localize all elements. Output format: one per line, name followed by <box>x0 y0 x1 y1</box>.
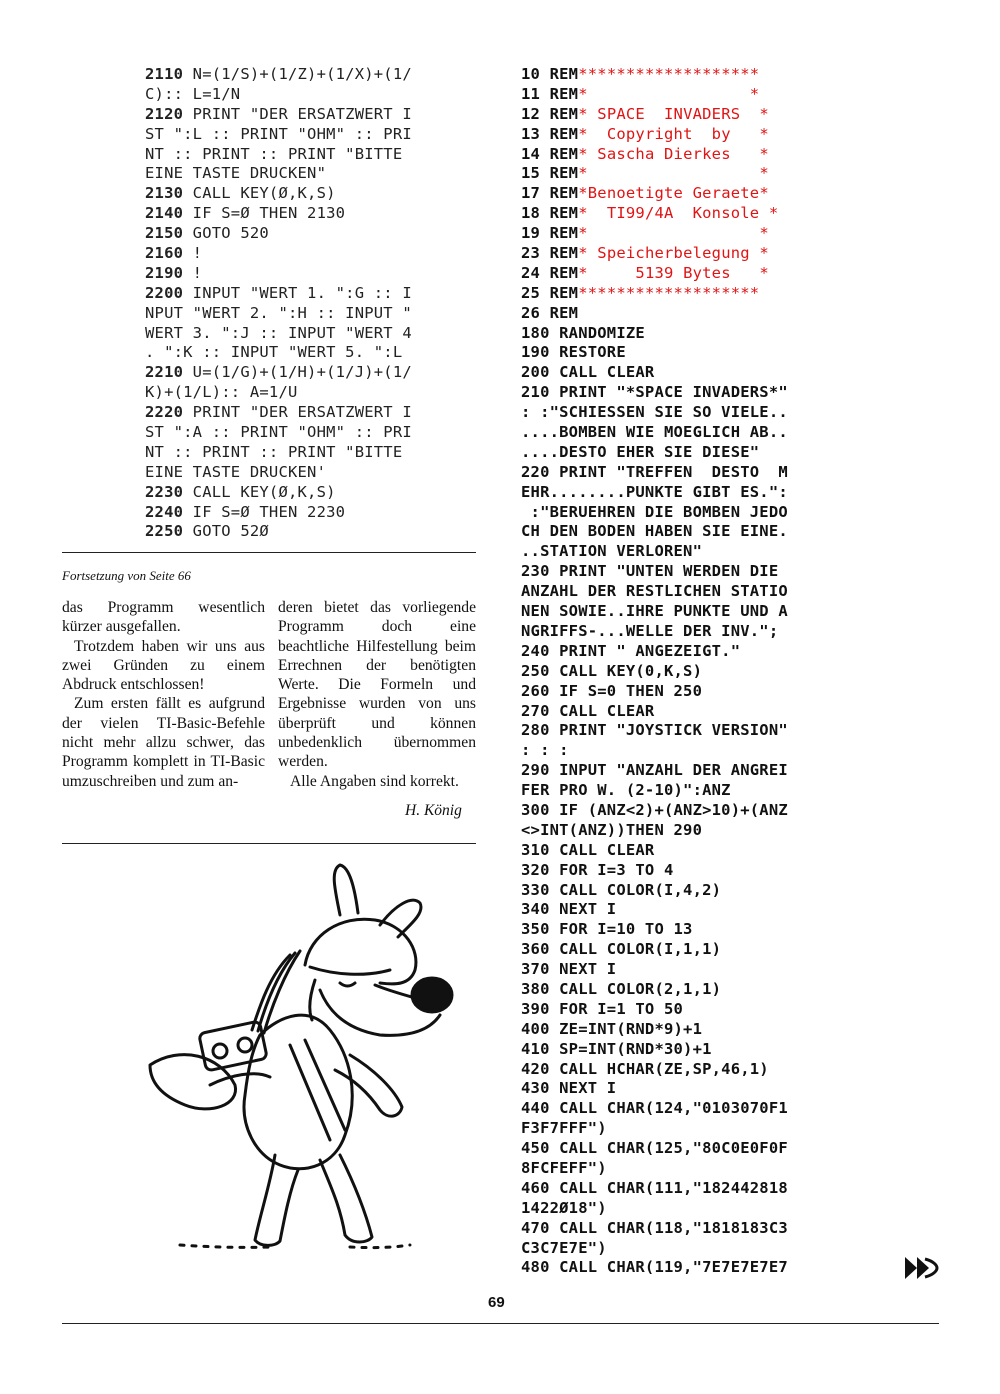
rem-keyword: REM <box>540 144 579 163</box>
rem-keyword: REM <box>540 204 579 223</box>
code-line <box>145 522 485 542</box>
line-number: 2160 <box>145 244 184 263</box>
line-number: 10 <box>521 65 541 83</box>
code-text: CALL CHAR(125,"80C0E0F0F <box>549 1139 788 1158</box>
code-line <box>521 1040 866 1060</box>
code-text: NEN SOWIE..IHRE PUNKTE UND A <box>521 602 788 621</box>
code-text: NT :: PRINT :: PRINT "BITTE <box>145 144 403 163</box>
code-text: <>INT(ANZ))THEN 290 <box>521 820 703 839</box>
rem-comment-text: * Sascha Dierkes * <box>578 144 769 163</box>
code-line <box>521 1099 866 1119</box>
code-text: F3F7FFF") <box>521 1119 607 1138</box>
line-number: 14 <box>521 144 541 163</box>
code-line <box>521 423 866 443</box>
code-text: K)+(1/L):: A=1/U <box>145 383 298 402</box>
code-line <box>521 801 866 821</box>
code-text: SP=INT(RND*30)+1 <box>549 1039 712 1058</box>
code-text: CALL CLEAR <box>549 701 655 720</box>
code-line <box>521 483 866 503</box>
code-text: NPUT "WERT 2. ":H :: INPUT " <box>145 303 412 322</box>
code-line <box>521 403 866 423</box>
line-number: 470 <box>521 1218 550 1237</box>
code-text: IF S=0 THEN 250 <box>549 681 703 700</box>
code-text: ! <box>183 244 203 263</box>
code-text: ..STATION VERLOREN" <box>521 542 703 561</box>
code-text: 8FCFEFF") <box>521 1158 607 1177</box>
line-number: 2140 <box>145 204 184 223</box>
code-line <box>145 304 485 324</box>
line-number: 360 <box>521 940 550 959</box>
line-number: 18 <box>521 204 541 223</box>
code-line <box>521 65 866 85</box>
rem-comment-text: ******************* <box>578 283 760 302</box>
line-number: 2130 <box>145 184 184 203</box>
line-number: 310 <box>521 840 550 859</box>
code-line <box>521 1000 866 1020</box>
line-number: 26 <box>521 303 541 322</box>
code-text: GOTO 52Ø <box>183 522 269 541</box>
code-text: PRINT "DER ERSATZWERT I <box>183 104 412 123</box>
code-line <box>145 343 485 363</box>
line-number: 2230 <box>145 482 184 501</box>
line-number: 15 <box>521 164 541 183</box>
code-text: 1422Ø18") <box>521 1198 607 1217</box>
line-number: 380 <box>521 979 550 998</box>
code-text: PRINT "*SPACE INVADERS*" <box>549 383 788 402</box>
code-text: ....DESTO EHER SIE DIESE" <box>521 442 760 461</box>
code-line <box>145 423 485 443</box>
code-line <box>521 244 866 264</box>
code-line <box>521 224 866 244</box>
article-column-1 <box>62 598 265 791</box>
code-text: CALL CLEAR <box>549 840 655 859</box>
code-text: EHR........PUNKTE GIBT ES.": <box>521 482 788 501</box>
code-text: IF (ANZ<2)+(ANZ>10)+(ANZ <box>549 800 788 819</box>
line-number: 13 <box>521 124 541 143</box>
line-number: 230 <box>521 562 550 581</box>
code-line <box>145 463 485 483</box>
code-line <box>521 602 866 622</box>
line-number: 250 <box>521 661 550 680</box>
line-number: 350 <box>521 920 550 939</box>
code-line <box>145 244 485 264</box>
code-line <box>521 881 866 901</box>
line-number: 290 <box>521 761 550 780</box>
line-number: 19 <box>521 224 541 243</box>
right-code-listing <box>521 65 866 1278</box>
code-line <box>521 443 866 463</box>
code-text: RANDOMIZE <box>549 323 645 342</box>
code-text: FOR I=3 TO 4 <box>549 860 674 879</box>
line-number: 2190 <box>145 263 184 282</box>
code-line <box>521 861 866 881</box>
rem-keyword: REM <box>540 124 579 143</box>
line-number: 2150 <box>145 224 184 243</box>
code-line <box>521 145 866 165</box>
code-text: FOR I=1 TO 50 <box>549 999 684 1018</box>
code-text: : :"SCHIESSEN SIE SO VIELE.. <box>521 403 788 422</box>
code-line <box>521 1159 866 1179</box>
code-text: EINE TASTE DRUCKEN' <box>145 462 327 481</box>
code-line <box>145 224 485 244</box>
line-number: 480 <box>521 1258 550 1277</box>
left-code-listing <box>145 65 485 542</box>
code-line <box>521 1199 866 1219</box>
code-text: FOR I=10 TO 13 <box>549 920 693 939</box>
divider-top <box>62 552 476 553</box>
code-line <box>521 1179 866 1199</box>
line-number: 180 <box>521 323 550 342</box>
code-text: PRINT "DER ERSATZWERT I <box>183 403 412 422</box>
article-paragraph: das Programm wesentlich kürzer ausgefallen. <box>62 599 265 636</box>
code-text: CALL CHAR(124,"0103070F1 <box>549 1099 788 1118</box>
code-line <box>521 761 866 781</box>
rem-keyword: REM <box>540 244 579 263</box>
line-number: 280 <box>521 721 550 740</box>
code-text: GOTO 520 <box>183 224 269 243</box>
code-line <box>145 264 485 284</box>
rem-comment-text: * Copyright by * <box>578 124 769 143</box>
code-text: CALL KEY(0,K,S) <box>549 661 703 680</box>
line-number: 270 <box>521 701 550 720</box>
code-text: CALL CLEAR <box>549 363 655 382</box>
rem-comment-text: ******************* <box>578 65 760 83</box>
code-line <box>521 1258 866 1278</box>
line-number: 320 <box>521 860 550 879</box>
code-text: CALL KEY(Ø,K,S) <box>183 482 336 501</box>
line-number: 460 <box>521 1178 550 1197</box>
code-line <box>521 900 866 920</box>
code-line <box>145 443 485 463</box>
line-number: 340 <box>521 900 550 919</box>
code-line <box>521 582 866 602</box>
rem-keyword: REM <box>540 224 579 243</box>
line-number: 200 <box>521 363 550 382</box>
code-line <box>521 343 866 363</box>
code-line <box>521 304 866 324</box>
code-line <box>521 503 866 523</box>
code-text: ZE=INT(RND*9)+1 <box>549 1019 703 1038</box>
code-text: PRINT "UNTEN WERDEN DIE <box>549 562 779 581</box>
author-signature: H. König <box>405 802 462 819</box>
line-number: 300 <box>521 800 550 819</box>
code-line <box>145 145 485 165</box>
code-text: IF S=Ø THEN 2230 <box>183 502 346 521</box>
code-text: ....BOMBEN WIE MOEGLICH AB.. <box>521 423 788 442</box>
rem-keyword: REM <box>540 283 579 302</box>
code-line <box>521 642 866 662</box>
code-line <box>145 363 485 383</box>
article-paragraph: Alle Angaben sind korrekt. <box>290 772 459 790</box>
code-line <box>521 940 866 960</box>
continue-arrow-icon <box>903 1255 939 1281</box>
code-line <box>521 662 866 682</box>
code-line <box>521 1139 866 1159</box>
divider-middle <box>62 843 476 844</box>
rem-keyword: REM <box>540 65 579 83</box>
code-line <box>521 960 866 980</box>
line-number: 430 <box>521 1079 550 1098</box>
code-text: C3C7E7E") <box>521 1238 607 1257</box>
line-number: 23 <box>521 244 541 263</box>
line-number: 2110 <box>145 65 184 83</box>
page-number: 69 <box>488 1294 505 1311</box>
code-line <box>145 403 485 423</box>
code-text: CALL HCHAR(ZE,SP,46,1) <box>549 1059 769 1078</box>
code-line <box>521 702 866 722</box>
code-text: : : : <box>521 741 569 760</box>
code-text: U=(1/G)+(1/H)+(1/J)+(1/ <box>183 363 412 382</box>
code-text: IF S=Ø THEN 2130 <box>183 204 346 223</box>
line-number: 420 <box>521 1059 550 1078</box>
code-text: PRINT "JOYSTICK VERSION" <box>549 721 788 740</box>
line-number: 2200 <box>145 283 184 302</box>
code-line <box>145 503 485 523</box>
line-number: 2120 <box>145 104 184 123</box>
code-line <box>521 841 866 861</box>
code-text: CALL COLOR(I,1,1) <box>549 940 722 959</box>
code-line <box>145 105 485 125</box>
code-line <box>521 522 866 542</box>
article-column-2 <box>278 598 476 791</box>
line-number: 190 <box>521 343 550 362</box>
code-line <box>521 781 866 801</box>
code-line <box>521 920 866 940</box>
code-line <box>521 1119 866 1139</box>
code-line <box>145 125 485 145</box>
article-paragraph: Zum ersten fällt es aufgrund der vielen TI-Basic-Befehle nicht mehr allzu schwer, das Programm komplett in TI-Basic umzuschreiben und zum an- <box>62 695 265 790</box>
line-number: 2250 <box>145 522 184 541</box>
code-text: PRINT " ANGEZEIGT." <box>549 641 741 660</box>
line-number: 410 <box>521 1039 550 1058</box>
code-text: ANZAHL DER RESTLICHEN STATIO <box>521 582 788 601</box>
rem-keyword: REM <box>540 164 579 183</box>
code-text: EINE TASTE DRUCKEN" <box>145 164 327 183</box>
line-number: 2220 <box>145 403 184 422</box>
rem-comment-text: * 5139 Bytes * <box>578 263 769 282</box>
line-number: 2210 <box>145 363 184 382</box>
code-text: NEXT I <box>549 960 617 979</box>
code-line <box>145 184 485 204</box>
line-number: 370 <box>521 960 550 979</box>
rem-keyword: REM <box>540 84 579 103</box>
rem-comment-text: *Benoetigte Geraete* <box>578 184 769 203</box>
code-line <box>145 85 485 105</box>
code-text: WERT 3. ":J :: INPUT "WERT 4 <box>145 323 412 342</box>
code-line <box>521 741 866 761</box>
code-line <box>145 65 485 85</box>
line-number: 450 <box>521 1139 550 1158</box>
line-number: 12 <box>521 104 541 123</box>
code-line <box>521 284 866 304</box>
code-text: INPUT "ANZAHL DER ANGREI <box>549 761 788 780</box>
rem-keyword: REM <box>540 303 579 322</box>
code-line <box>521 1079 866 1099</box>
code-text: N=(1/S)+(1/Z)+(1/X)+(1/ <box>183 65 412 83</box>
code-line <box>145 164 485 184</box>
code-line <box>521 682 866 702</box>
rem-keyword: REM <box>540 104 579 123</box>
line-number: 400 <box>521 1019 550 1038</box>
code-line <box>521 85 866 105</box>
code-text: RESTORE <box>549 343 626 362</box>
rem-comment-text: * TI99/4A Konsole * <box>578 204 779 223</box>
line-number: 210 <box>521 383 550 402</box>
code-line <box>521 204 866 224</box>
code-text: CALL COLOR(I,4,2) <box>549 880 722 899</box>
code-text: NGRIFFS-...WELLE DER INV."; <box>521 621 779 640</box>
rem-keyword: REM <box>540 263 579 282</box>
code-text: CALL CHAR(111,"182442818 <box>549 1178 788 1197</box>
line-number: 2240 <box>145 502 184 521</box>
code-line <box>521 264 866 284</box>
code-line <box>145 204 485 224</box>
rem-comment-text: * Speicherbelegung * <box>578 244 769 263</box>
line-number: 240 <box>521 641 550 660</box>
continuation-caption: Fortsetzung von Seite 66 <box>62 568 191 583</box>
code-line <box>521 1060 866 1080</box>
rem-comment-text: * * <box>578 164 769 183</box>
code-text: ST ":A :: PRINT "OHM" :: PRI <box>145 423 412 442</box>
code-line <box>521 980 866 1000</box>
rem-keyword: REM <box>540 184 579 203</box>
line-number: 260 <box>521 681 550 700</box>
article-paragraph: Trotzdem haben wir uns aus zwei Gründen zu einem Abdruck entschlossen! <box>62 637 265 694</box>
code-line <box>521 324 866 344</box>
code-text: INPUT "WERT 1. ":G :: I <box>183 283 412 302</box>
code-line <box>521 105 866 125</box>
divider-bottom <box>62 1323 939 1324</box>
code-line <box>521 1219 866 1239</box>
code-text: CH DEN BODEN HABEN SIE EINE. <box>521 522 788 541</box>
line-number: 25 <box>521 283 541 302</box>
code-line <box>145 483 485 503</box>
line-number: 390 <box>521 999 550 1018</box>
dog-cartoon-illustration <box>140 855 470 1255</box>
code-line <box>521 622 866 642</box>
code-line <box>145 324 485 344</box>
code-text: CALL COLOR(2,1,1) <box>549 979 722 998</box>
rem-comment-text: * SPACE INVADERS * <box>578 104 769 123</box>
code-line <box>521 463 866 483</box>
line-number: 440 <box>521 1099 550 1118</box>
code-line <box>521 1020 866 1040</box>
code-text: PRINT "TREFFEN DESTO M <box>549 462 788 481</box>
code-line <box>521 1239 866 1259</box>
code-line <box>145 284 485 304</box>
code-line <box>521 721 866 741</box>
code-line <box>521 562 866 582</box>
code-line <box>145 383 485 403</box>
code-line <box>521 821 866 841</box>
article-paragraph: deren bietet das vorliegende Programm doch eine beachtliche Hilfestellung beim Errechnen der benötigten Werte. Die Formeln und Ergebnisse wurden von uns überprüft und können unbedenklich übernommen werden. <box>278 599 476 771</box>
code-text: C):: L=1/N <box>145 84 241 103</box>
line-number: 11 <box>521 84 541 103</box>
code-line <box>521 125 866 145</box>
code-text: NEXT I <box>549 1079 617 1098</box>
line-number: 220 <box>521 462 550 481</box>
code-line <box>521 542 866 562</box>
line-number: 17 <box>521 184 541 203</box>
code-text: NEXT I <box>549 900 617 919</box>
rem-comment-text: * * <box>578 224 769 243</box>
line-number: 24 <box>521 263 541 282</box>
code-text: ! <box>183 263 203 282</box>
code-text: NT :: PRINT :: PRINT "BITTE <box>145 442 403 461</box>
code-line <box>521 363 866 383</box>
code-text: CALL KEY(Ø,K,S) <box>183 184 336 203</box>
code-text: ST ":L :: PRINT "OHM" :: PRI <box>145 124 412 143</box>
code-line <box>521 164 866 184</box>
code-text: FER PRO W. (2-10)":ANZ <box>521 781 731 800</box>
rem-comment-text: * * <box>578 84 760 103</box>
code-text: . ":K :: INPUT "WERT 5. ":L <box>145 343 403 362</box>
code-line <box>521 184 866 204</box>
code-text: CALL CHAR(119,"7E7E7E7E7 <box>549 1258 788 1277</box>
line-number: 330 <box>521 880 550 899</box>
code-line <box>521 383 866 403</box>
code-text: CALL CHAR(118,"1818183C3 <box>549 1218 788 1237</box>
code-text: :"BERUEHREN DIE BOMBEN JEDO <box>521 502 788 521</box>
